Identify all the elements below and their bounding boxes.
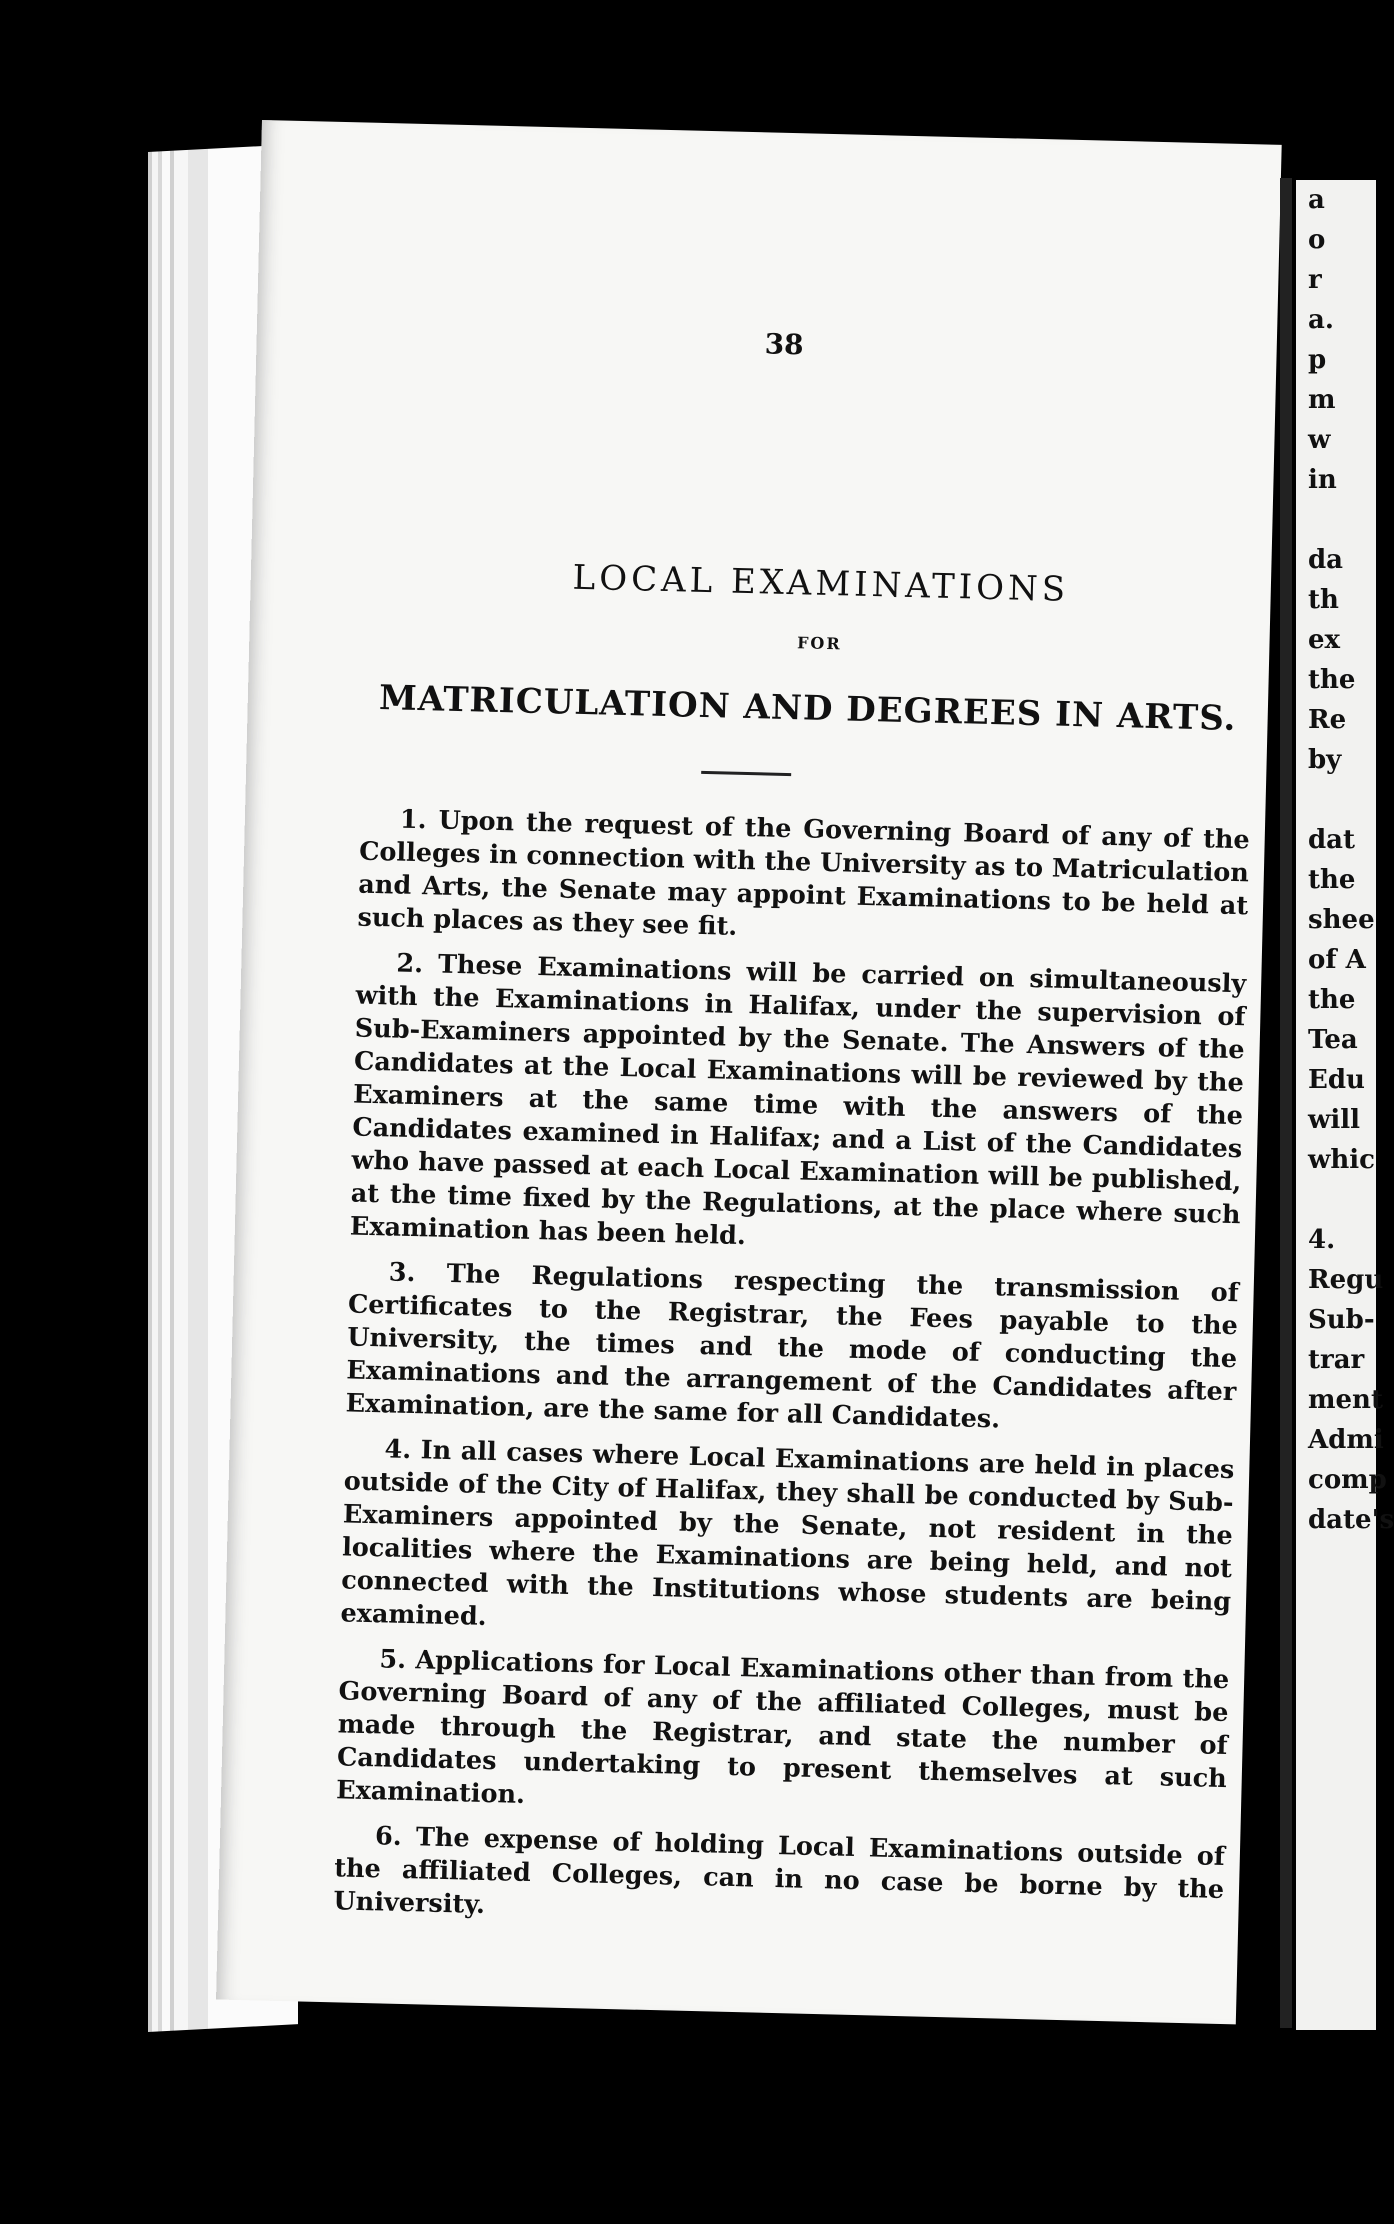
- page-number: 38: [764, 327, 805, 362]
- facing-page-fragment: [1296, 180, 1394, 2030]
- book-page: [216, 120, 1282, 2024]
- facing-page-line: m: [1308, 385, 1336, 415]
- facing-page-line: ment: [1308, 1385, 1383, 1415]
- paragraph-2: 2. These Examinations will be carried on simultaneously with the Examinations in Halifax, under the supervision of Sub-Examiners appointed by the Senate. The Answers of the Candidates at the Local Examinations will be reviewed by the Examiners at the same time with the answers of the Candidates examined in Halifax; and a List of the Candidates who have passed at each Local Examination will be published, at the time fixed by the Regulations, at the place where such Examination has been held.: [349, 948, 1247, 1252]
- facing-page-line: the: [1308, 865, 1356, 895]
- facing-page-line: the: [1308, 665, 1356, 695]
- page-title: LOCAL EXAMINATIONS: [572, 557, 1070, 610]
- title-rule: [701, 771, 791, 776]
- facing-page-line: Re: [1308, 705, 1347, 735]
- facing-page-line: trar: [1308, 1345, 1365, 1375]
- facing-page-line: [1308, 780, 1376, 820]
- facing-page-line: will: [1308, 1105, 1361, 1135]
- facing-page-line: Admi: [1308, 1425, 1384, 1455]
- body-text: [333, 803, 1250, 1952]
- paragraph-5: 5. Applications for Local Examinations other than from the Governing Board of any of the affiliated Colleges, must be made through the Registrar, and state the number of Candidates undertaking to present themselves at such Examination.: [335, 1644, 1230, 1810]
- facing-page-line: date's: [1308, 1505, 1394, 1535]
- facing-page-line: in: [1308, 465, 1337, 495]
- title-connector: FOR: [796, 633, 842, 654]
- facing-page-line: ex: [1308, 625, 1341, 655]
- facing-page-line: comp: [1308, 1465, 1387, 1495]
- facing-page-line: Regu: [1308, 1265, 1384, 1295]
- facing-page-line: Tea: [1308, 1025, 1358, 1055]
- facing-page-line: [1308, 500, 1376, 540]
- facing-page-line: da: [1308, 545, 1344, 575]
- facing-page-line: whic: [1308, 1145, 1375, 1175]
- page-subtitle: MATRICULATION AND DEGREES IN ARTS.: [378, 678, 1237, 739]
- facing-page-line: [1308, 1180, 1376, 1220]
- facing-page-line: o: [1308, 225, 1326, 255]
- facing-page-line: w: [1308, 425, 1331, 455]
- spine-shadow: [1280, 178, 1292, 2028]
- facing-page-line: of A: [1308, 945, 1366, 975]
- paragraph-3: 3. The Regulations respecting the transmission of Certificates to the Registrar, the Fees payable to the University, the times and the mode of conducting the Examinations and the arrangement of the Candidates after Examination, are the same for all Candidates.: [345, 1257, 1239, 1435]
- facing-page-line: a.: [1308, 305, 1334, 335]
- facing-page-line: Edu: [1308, 1065, 1365, 1095]
- facing-page-line: 4.: [1308, 1225, 1336, 1255]
- facing-page-line: by: [1308, 745, 1342, 775]
- facing-page-line: r: [1308, 265, 1322, 295]
- paragraph-1: 1. Upon the request of the Governing Board of any of the Colleges in connection with the University as to Matriculation and Arts, the Senate may appoint Examinations to be held at such places as they see fit.: [357, 804, 1251, 942]
- paragraph-4: 4. In all cases where Local Examinations are held in places outside of the City of Halifax, they shall be conducted by Sub-Examiners appointed by the Senate, not resident in the localities where the Examinations are being held, and not connected with the Institutions whose students are being examined.: [340, 1434, 1235, 1632]
- paragraph-6: 6. The expense of holding Local Examinations outside of the affiliated Colleges, can in no case be borne by the University.: [333, 1821, 1226, 1920]
- facing-page-line: shee: [1308, 905, 1375, 935]
- facing-page-line: dat: [1308, 825, 1356, 855]
- facing-page-line: Sub-: [1308, 1305, 1375, 1335]
- facing-page-line: th: [1308, 585, 1339, 615]
- facing-page-line: the: [1308, 985, 1356, 1015]
- facing-page-line: a: [1308, 185, 1325, 215]
- facing-page-line: p: [1308, 345, 1327, 375]
